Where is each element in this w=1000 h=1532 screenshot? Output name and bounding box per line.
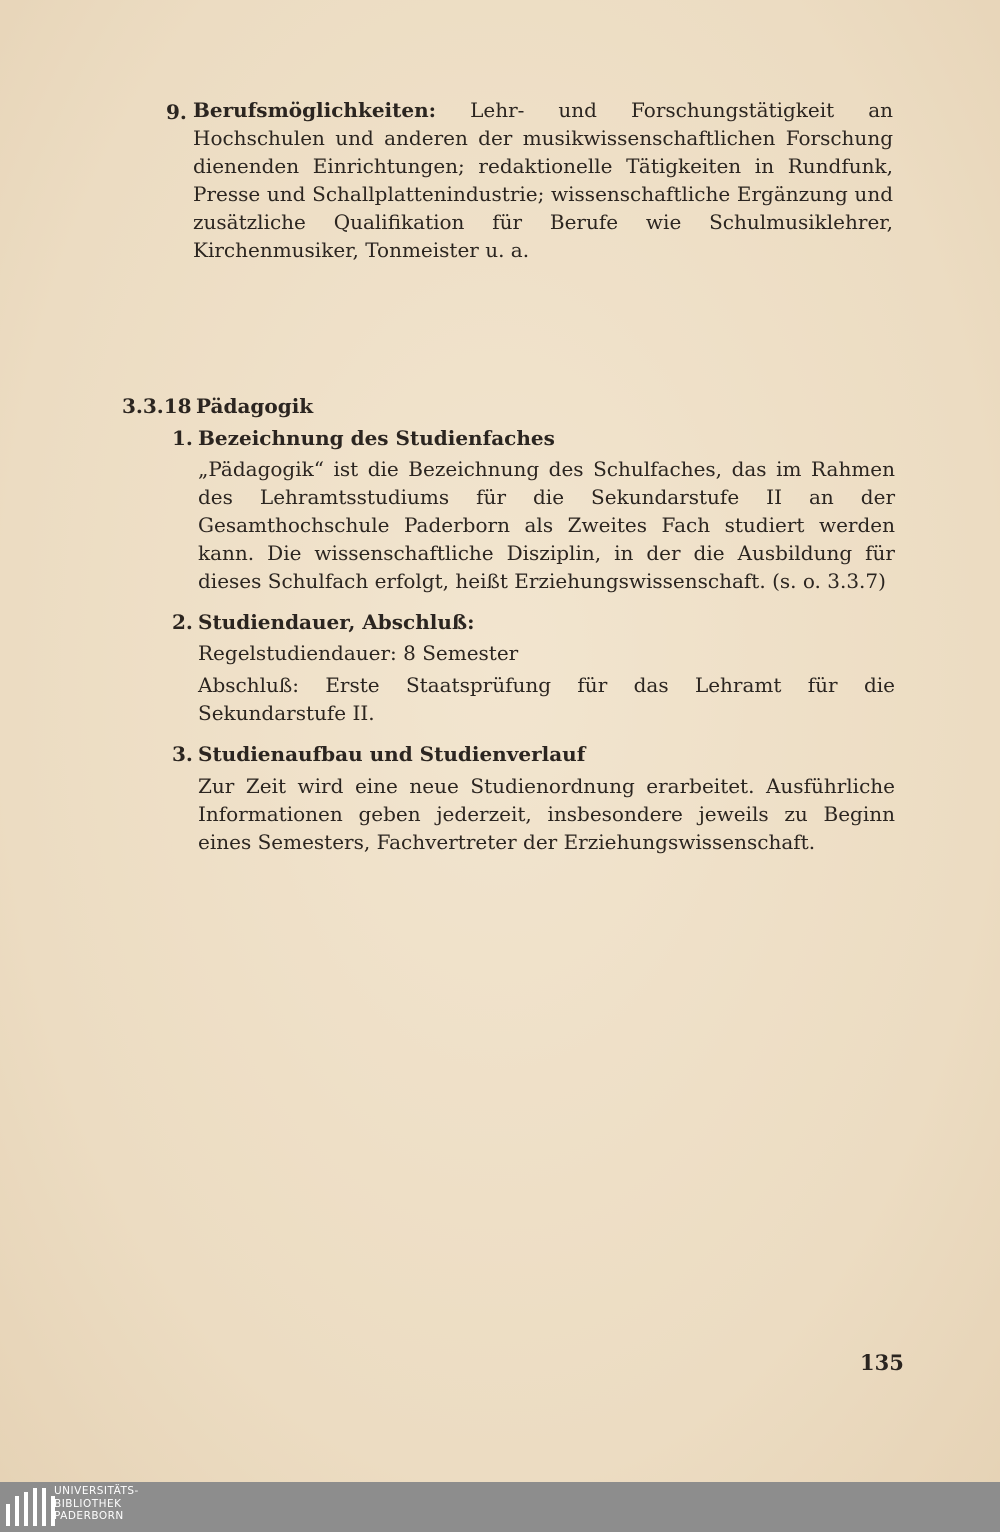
footer-line-2: BIBLIOTHEK	[54, 1497, 122, 1510]
item-1-number: 1.	[172, 426, 193, 450]
item-2-line-2: Abschluß: Erste Staatsprüfung für das Lehramt für die Sekundarstufe II.	[198, 673, 895, 725]
item-2-number: 2.	[172, 610, 193, 634]
item-3-heading: Studienaufbau und Studienverlauf	[198, 742, 586, 766]
item-2-heading: Studiendauer, Abschluß:	[198, 610, 475, 634]
item-2-line-1: Regelstudiendauer: 8 Semester	[198, 641, 519, 665]
item-3-number: 3.	[172, 742, 193, 766]
item-1-text: „Pädagogik“ ist die Bezeichnung des Schulfaches, das im Rahmen des Lehramtsstudiums für die Sekundarstufe II an der Gesamthochschule Paderborn als Zweites Fach studiert werden kann. Die wissenschaftliche Disziplin, in der die Ausbildung für dieses Schulfach erfolgt, heißt Erziehungswissenschaft. (s. o. 3.3.7)	[198, 457, 895, 593]
library-footer	[0, 1482, 1000, 1532]
page-number: 135	[860, 1350, 904, 1375]
section-9-paragraph	[193, 96, 893, 264]
section-3-3-18-number: 3.3.18	[122, 394, 192, 418]
section-3-3-18-title: Pädagogik	[196, 394, 314, 418]
library-logo-icon	[6, 1488, 55, 1526]
footer-line-3: PADERBORN	[54, 1510, 124, 1522]
item-3-text: Zur Zeit wird eine neue Studienordnung erarbeitet. Ausführliche Informationen geben jederzeit, insbesondere jeweils zu Beginn eines Semesters, Fachvertreter der Erziehungswissenschaft.	[198, 774, 895, 854]
section-9-label: Berufsmöglichkeiten:	[193, 98, 437, 122]
footer-line-1: UNIVERSITÄTS-	[54, 1485, 139, 1497]
section-9-number: 9.	[166, 100, 187, 124]
library-logo-text	[54, 1485, 139, 1523]
section-9-text: Lehr- und Forschungstätigkeit an Hochschulen und anderen der musikwissenschaftlichen Forschung dienenden Einrichtungen; redaktionelle Tätigkeiten in Rundfunk, Presse und Schallplattenindustrie; wissenschaftliche Ergänzung und zusätzliche Qualifikation für Berufe wie Schulmusiklehrer, Kirchenmusiker, Tonmeister u. a.	[193, 98, 893, 262]
item-1-heading: Bezeichnung des Studienfaches	[198, 426, 555, 450]
